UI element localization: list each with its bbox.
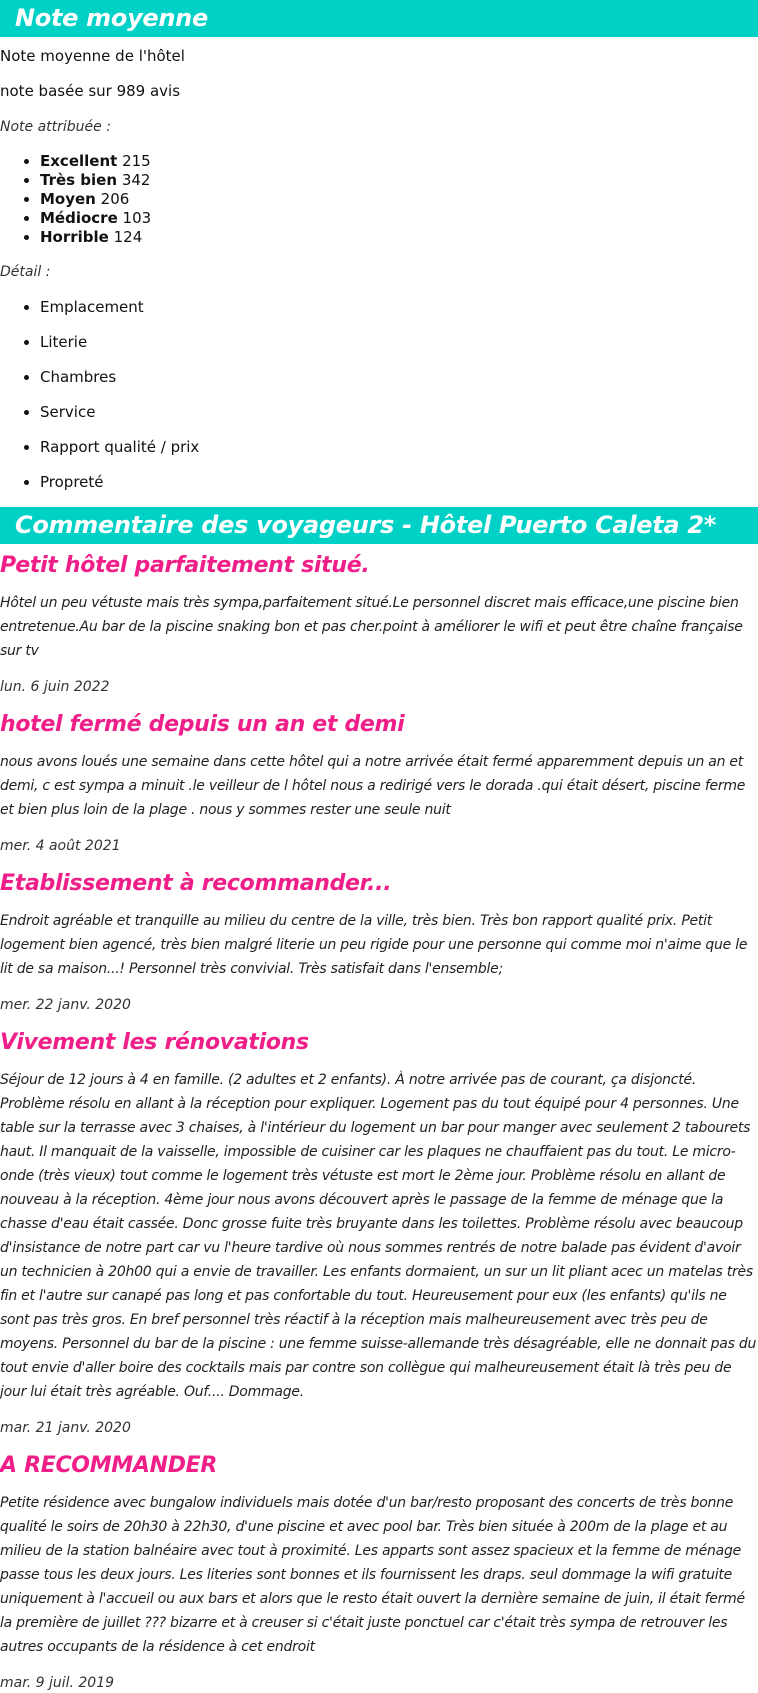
review-date: lun. 6 juin 2022 [0, 679, 110, 695]
detail-item: • Chambres [40, 367, 758, 387]
rating-count: 342 [121, 171, 151, 189]
rating-label: Moyen [40, 190, 96, 208]
rating-count: 215 [122, 152, 151, 170]
rating-item [40, 152, 758, 171]
rating-label: Médiocre [40, 209, 118, 227]
detail-heading: Détail : [0, 264, 51, 280]
review-title: A RECOMMANDER [0, 1453, 218, 1478]
review-title: Vivement les rénovations [0, 1030, 309, 1055]
reviews-band: Commentaire des voyageurs - Hôtel Puerto Caleta 2* [0, 507, 758, 544]
review-title: Etablissement à recommander... [0, 871, 392, 896]
detail-item: • Emplacement [40, 297, 758, 317]
review-title: hotel fermé depuis un an et demi [0, 712, 405, 737]
detail-list [0, 297, 758, 492]
review-text: Hôtel un peu vétuste mais très sympa,parfaitement situé.Le personnel discret mais efficace,une piscine bien entretenue.Au bar de la piscine snaking bon et pas cher.point à améliorer le wifi et peut être chaîne française sur tv [0, 595, 743, 659]
review-text: Petite résidence avec bungalow individuels mais dotée d'un bar/resto proposant des concerts de très bonne qualité le soirs de 20h30 à 22h30, d'une piscine et avec pool bar. Très bien située à 200m de la plage et au milieu de la station balnéaire avec tout à proximité. Les apparts sont assez spacieux et la femme de ménage passe tous les deux jours. Les literies sont bonnes et ils fournissent les draps. seul dommage la wifi gratuite uniquement à l'accueil ou aux bars et alors que le resto était ouvert la dernière semaine de juin, il était fermé la première de juillet ??? bizarre et à creuser si c'était juste ponctuel car c'était très sympa de retrouver les autres occupants de la résidence à cet endroit [0, 1495, 745, 1655]
rating-label: Horrible [40, 228, 109, 246]
review-item [0, 697, 758, 856]
rating-item [40, 190, 758, 209]
review-item [0, 856, 758, 1015]
review-item [0, 1015, 758, 1438]
review-text: Endroit agréable et tranquille au milieu du centre de la ville, très bien. Très bon rapport qualité prix. Petit logement bien agencé, très bien malgré literie un peu rigide pour une personne qui comme moi n'aime que le lit de sa maison...! Personnel très convivial. Très satisfait dans l'ensemble; [0, 913, 748, 977]
rating-item [40, 209, 758, 228]
rating-count: 103 [122, 209, 152, 227]
rating-label: Très bien [40, 171, 118, 189]
review-title: Petit hôtel parfaitement situé. [0, 553, 370, 578]
detail-item: • Literie [40, 332, 758, 352]
average-rating-band: Note moyenne [0, 0, 758, 37]
review-item [0, 1438, 758, 1693]
detail-item: • Rapport qualité / prix [40, 437, 758, 457]
rating-item [40, 171, 758, 190]
review-text: Séjour de 12 jours à 4 en famille. (2 adultes et 2 enfants). À notre arrivée pas de courant, ça disjoncté. Problème résolu en allant à la réception pour expliquer. Logement pas du tout équipé pour 4 personnes. Une table sur la terrasse avec 3 chaises, à l'intérieur du logement un bar pour manger avec seulement 2 tabourets haut. Il manquait de la vaisselle, impossible de cuisiner car les plaques ne chauffaient pas du tout. Le micro-onde (très vieux) tout comme le logement très vétuste est mort le 2ème jour. Problème résolu en allant de nouveau à la réception. 4ème jour nous avons découvert après le passage de la femme de ménage que la chasse d'eau était cassée. Donc grosse fuite très bruyante dans les toilettes. Problème résolu avec beaucoup d'insistance de notre part car vu l'heure tardive où nous sommes rentrés de notre balade pas évident d'avoir un technicien à 20h00 qui a envie de travailler. Les enfants dormaient, un sur un lit pliant acec un matelas très fin et l'autre sur canapé pas long et pas confortable du tout. Heureusement pour eux (les enfants) qu'ils ne sont pas très gros. En bref personnel très réactif à la réception mais malheureusement avec très peu de moyens. Personnel du bar de la piscine : une femme suisse-allemande très désagréable, elle ne donnait pas du tout envie d'aller boire des cocktails mais par contre son collègue qui malheureusement était là très peu de jour lui était très agréable. Ouf.... Dommage. [0, 1072, 757, 1400]
review-date: mar. 21 janv. 2020 [0, 1420, 131, 1436]
review-date: mer. 4 août 2021 [0, 838, 121, 854]
rating-count: 124 [113, 228, 143, 246]
review-count-text: note basée sur 989 avis [0, 82, 181, 100]
average-rating-label: Note moyenne de l'hôtel [0, 47, 185, 65]
detail-item: • Propreté [40, 472, 758, 492]
rating-item [40, 228, 758, 247]
rating-label: Excellent [40, 152, 118, 170]
review-item [0, 544, 758, 697]
ratings-heading: Note attribuée : [0, 119, 111, 135]
review-date: mer. 22 janv. 2020 [0, 997, 131, 1013]
rating-count: 206 [100, 190, 130, 208]
reviews-list [0, 544, 758, 1693]
detail-item: • Service [40, 402, 758, 422]
ratings-list [0, 152, 758, 247]
review-date: mar. 9 juil. 2019 [0, 1675, 115, 1691]
review-text: nous avons loués une semaine dans cette hôtel qui a notre arrivée était fermé apparemment depuis un an et demi, c est sympa a minuit .le veilleur de l hôtel nous a redirigé vers le dorada .qui était désert, piscine ferme et bien plus loin de la plage . nous y sommes rester une seule nuit [0, 754, 746, 818]
